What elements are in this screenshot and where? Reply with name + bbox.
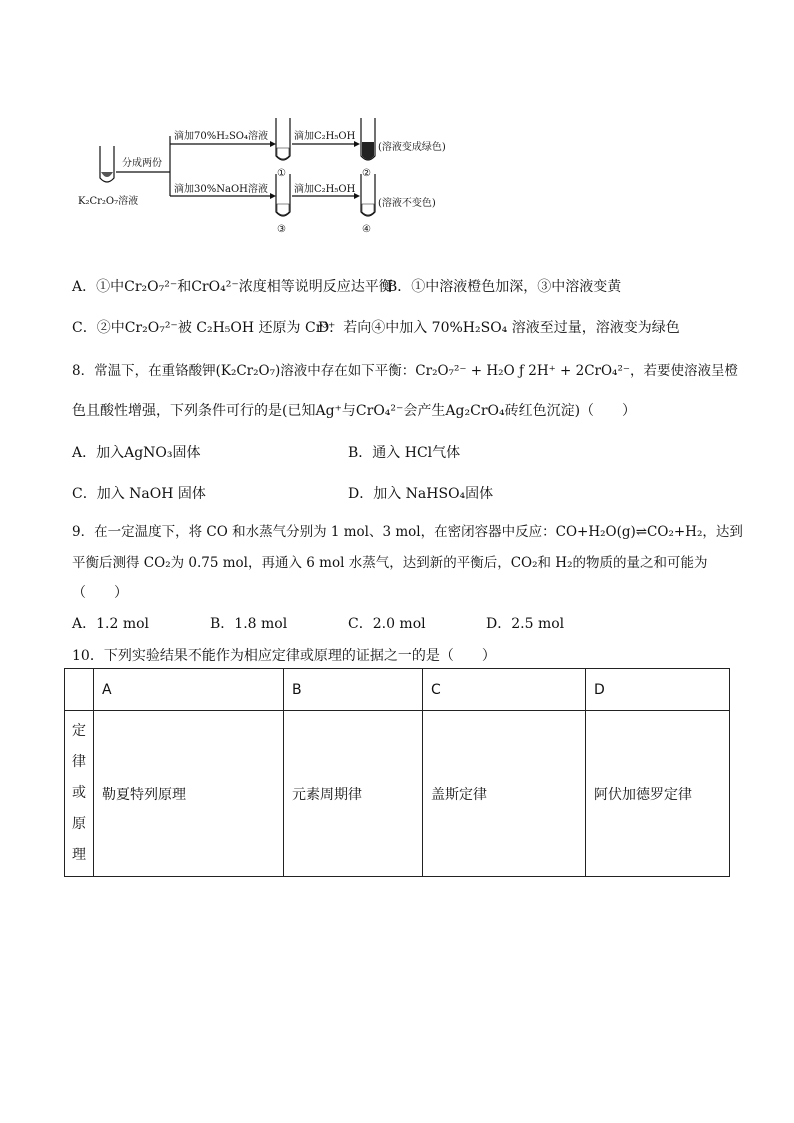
result-bottom-label: (溶液不变色) [378, 198, 436, 209]
q9-option-c: C．2.0 mol [348, 616, 426, 632]
q9-stem-line3: （ ） [72, 585, 128, 601]
q7-option-d: D．若向④中加入 70%H₂SO₄ 溶液至过量，溶液变为绿色 [318, 320, 680, 336]
top-add-label: 滴加70%H₂SO₄溶液 [174, 131, 269, 142]
q8-option-a: A．加入AgNO₃固体 [72, 445, 201, 461]
row-label-char: 或 [72, 785, 86, 801]
table-cell-a: 勒夏特列原理 [94, 711, 284, 877]
q8-option-d: D．加入 NaHSO₄固体 [348, 486, 494, 502]
tube-2-liquid [362, 142, 374, 160]
row-label-char: 原 [72, 816, 86, 832]
q7-option-b: B．①中溶液橙色加深，③中溶液变黄 [387, 279, 622, 295]
table-corner-cell [65, 669, 94, 711]
q9-stem-line1: 9．在一定温度下，将 CO 和水蒸气分别为 1 mol、3 mol，在密闭容器中反应：CO+H₂O(g)⇌CO₂+H₂，达到 [72, 524, 743, 540]
arrow-top-1-head [270, 141, 276, 147]
table-row [65, 711, 730, 877]
tube-4-liquid [362, 204, 374, 215]
q7-option-c: C．②中Cr₂O₇²⁻被 C₂H₅OH 还原为 Cr³⁺ [72, 320, 336, 336]
result-top-label: (溶液变成绿色) [378, 142, 446, 153]
q10-table [64, 668, 730, 877]
table-cell-b: 元素周期律 [284, 711, 423, 877]
q8-option-c: C．加入 NaOH 固体 [72, 486, 206, 502]
ethanol-top-label: 滴加C₂H₅OH [294, 131, 356, 142]
reagent-label: K₂Cr₂O₇溶液 [78, 196, 139, 207]
table-header-b: B [284, 669, 423, 711]
table-cell-d: 阿伏加德罗定律 [586, 711, 730, 877]
q9-option-a: A．1.2 mol [72, 616, 150, 632]
tube-1-liquid [277, 148, 289, 159]
split-label: 分成两份 [122, 158, 162, 169]
q8-option-b: B．通入 HCl气体 [348, 445, 461, 461]
table-cell-c: 盖斯定律 [423, 711, 586, 877]
tube-2-label: ② [362, 168, 371, 179]
bottom-add-label: 滴加30%NaOH溶液 [174, 184, 268, 195]
q10-stem: 10．下列实验结果不能作为相应定律或原理的证据之一的是（ ） [72, 648, 496, 664]
ethanol-bottom-label: 滴加C₂H₅OH [294, 184, 356, 195]
tube-1-label: ① [277, 168, 286, 179]
tube-start-liquid [101, 172, 113, 177]
table-header-d: D [586, 669, 730, 711]
row-label-char: 律 [72, 754, 86, 770]
row-label-cell [65, 711, 94, 877]
table-header-c: C [423, 669, 586, 711]
tube-3-liquid [277, 204, 289, 215]
table-header-row [65, 669, 730, 711]
row-label-char: 定 [72, 723, 86, 739]
table-header-a: A [94, 669, 284, 711]
experiment-diagram [70, 108, 460, 240]
experiment-diagram-svg [70, 108, 460, 240]
q9-stem-line2: 平衡后测得 CO₂为 0.75 mol，再通入 6 mol 水蒸气，达到新的平衡后，CO₂和 H₂的物质的量之和可能为 [72, 555, 708, 571]
q7-option-a: A．①中Cr₂O₇²⁻和CrO₄²⁻浓度相等说明反应达平衡 [72, 279, 393, 295]
tube-4-label: ④ [362, 224, 371, 235]
q8-stem-line2: 色且酸性增强，下列条件可行的是(已知Ag⁺与CrO₄²⁻会产生Ag₂CrO₄砖红色沉淀)（ ） [72, 403, 637, 419]
tube-3-label: ③ [277, 224, 286, 235]
row-label-char: 理 [72, 847, 86, 863]
q9-option-b: B．1.8 mol [210, 616, 288, 632]
q8-stem-line1: 8．常温下，在重铬酸钾(K₂Cr₂O₇)溶液中存在如下平衡：Cr₂O₇²⁻ + H₂O ƒ 2H⁺ + 2CrO₄²⁻，若要使溶液呈橙 [72, 363, 739, 379]
arrow-bottom-1-head [270, 193, 276, 199]
q9-option-d: D．2.5 mol [486, 616, 565, 632]
